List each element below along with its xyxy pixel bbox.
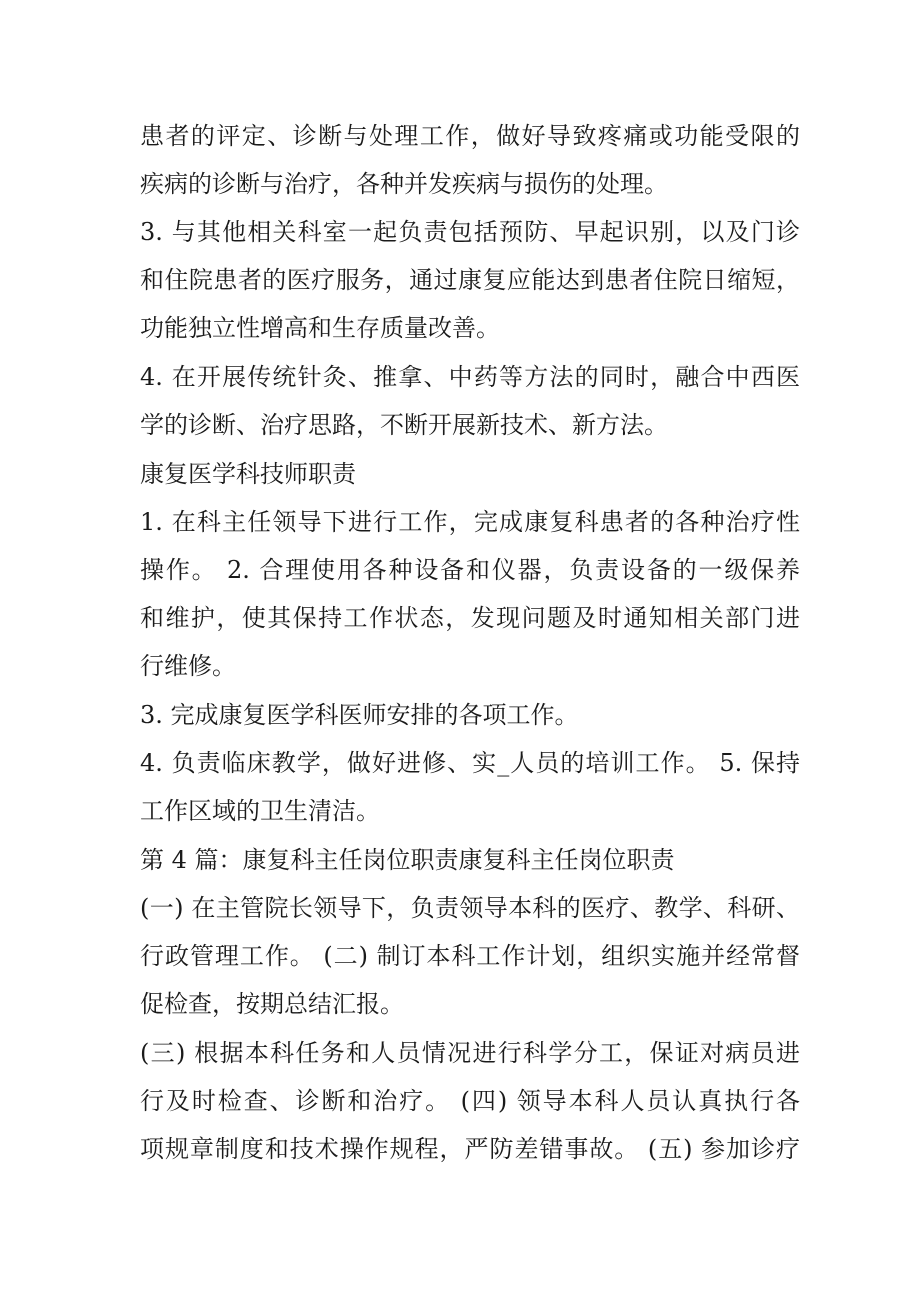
text-line: 1. 在科主任领导下进行工作，完成康复科患者的各种治疗性	[140, 508, 800, 536]
text-line: 项规章制度和技术操作规程，严防差错事故。 (五) 参加诊疗	[140, 1135, 800, 1163]
text-line: 患者的评定、诊断与处理工作，做好导致疼痛或功能受限的	[140, 122, 800, 150]
text-line: 3. 完成康复医学科医师安排的各项工作。	[140, 701, 579, 729]
text-line: 行政管理工作。 (二) 制订本科工作计划，组织实施并经常督	[140, 942, 800, 970]
text-line: 学的诊断、治疗思路，不断开展新技术、新方法。	[140, 411, 668, 439]
text-line: 4. 负责临床教学，做好进修、实_人员的培训工作。 5. 保持	[140, 749, 800, 777]
text-line: 4. 在开展传统针灸、推拿、中药等方法的同时，融合中西医	[140, 363, 800, 391]
text-line: 和住院患者的医疗服务，通过康复应能达到患者住院日缩短，	[140, 266, 800, 294]
text-line: 和维护，使其保持工作状态，发现问题及时通知相关部门进	[140, 604, 800, 632]
text-line: (三) 根据本科任务和人员情况进行科学分工，保证对病员进	[140, 1039, 800, 1067]
text-line: 工作区域的卫生清洁。	[140, 797, 380, 825]
text-line: 疾病的诊断与治疗，各种并发疾病与损伤的处理。	[140, 170, 668, 198]
text-line: 行维修。	[140, 652, 236, 680]
text-line: 促检查，按期总结汇报。	[140, 990, 404, 1018]
section-heading: 康复医学科技师职责	[140, 460, 356, 488]
text-line: 3. 与其他相关科室一起负责包括预防、早起识别，以及门诊	[140, 218, 800, 246]
section-heading: 第 4 篇：康复科主任岗位职责康复科主任岗位职责	[140, 846, 675, 874]
text-line: 行及时检查、诊断和治疗。 (四) 领导本科人员认真执行各	[140, 1087, 800, 1115]
text-line: 功能独立性增高和生存质量改善。	[140, 314, 500, 342]
text-line: 操作。 2. 合理使用各种设备和仪器，负责设备的一级保养	[140, 556, 800, 584]
text-line: (一) 在主管院长领导下，负责领导本科的医疗、教学、科研、	[140, 894, 800, 922]
